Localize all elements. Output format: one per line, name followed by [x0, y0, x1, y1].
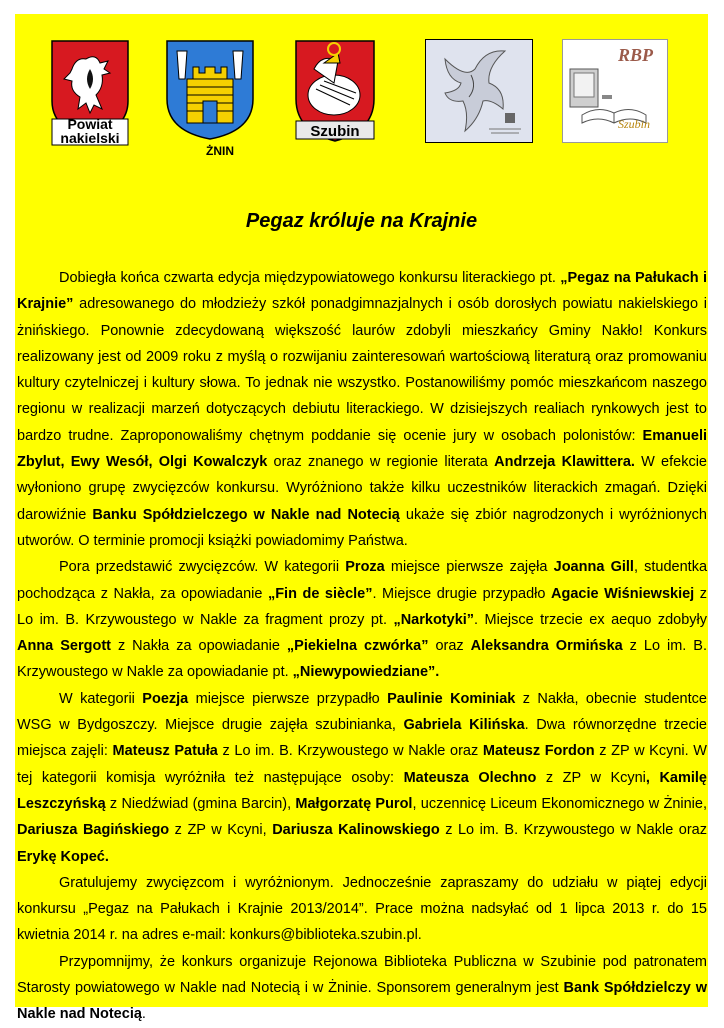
text-span: , studentka pochodząca z Nakła, za opowiadanie [17, 559, 708, 602]
text-span: W kategorii [59, 690, 143, 707]
znin-coat-of-arms [165, 39, 255, 141]
text-span: Przypomnijmy, że konkurs organizuje Rejonowa Biblioteka Publiczna w Szubinie pod patronatem Starosty powiatowego w Nakle nad Notecią i w Żninie. Sponsorem generalnym jest [17, 953, 707, 997]
text-span: . Miejsce drugie przypadło [372, 585, 551, 602]
text-span: z ZP w Kcyni [536, 769, 646, 786]
article-title: Pegaz króluje na Krajnie [245, 210, 478, 232]
text-span: W efekcie wyłoniono grupę zwycięzców konkursu. Wyróżniono także kilku uczestników literackich zmagań. Dzięki darowiźnie [17, 454, 708, 523]
article-body [17, 265, 707, 1028]
category-poezja: Poezja [142, 690, 189, 707]
sponsor-name: Bank Spółdzielczy w Nakle nad Notecią [17, 980, 707, 1023]
winner-name: Aleksandra Ormińska [470, 638, 623, 655]
document-page [15, 14, 708, 1023]
text-span: z Lo im. B. Krzywoustego w Nakle za fragment prozy pt. [17, 585, 707, 628]
logo-text-line1: Powiat [67, 116, 113, 132]
winner-name: Mateusz Patuła [112, 743, 218, 760]
jury-names: Emanueli Zbylut, Ewy Wesół, Olgi Kowalczyk [17, 427, 707, 471]
winner-name: Gabriela Kilińska [403, 717, 525, 734]
text-span: Gratulujemy zwycięzcom i wyróżnionym. Jednocześnie zapraszamy do udziału w piątej edycji konkursu „Pegaz na Pałukach i Krajnie 2013/2014”. Prace można nadsyłać od 1 lipca 2013 r. do 15 kwietnia 2014 r. na adres e-mail: konkurs@biblioteka.szubin.pl. [17, 874, 707, 944]
honored-name: , Kamilę Leszczyńską [17, 769, 708, 812]
work-title: „Narkotyki” [393, 611, 475, 628]
winner-name: Anna Sergott [17, 638, 111, 655]
text-span: . Miejsce trzecie ex aequo zdobyły [474, 611, 708, 628]
paragraph-4 [17, 870, 707, 949]
honored-name: Erykę Kopeć. [17, 848, 109, 865]
pegasus-drawing-image [425, 39, 533, 143]
paragraph-2 [17, 554, 707, 685]
szubin-coat-of-arms [294, 39, 376, 143]
znin-caption: ŻNIN [206, 144, 234, 158]
winner-name: Paulinie Kominiak [387, 690, 516, 707]
honored-name: Dariusza Bagińskiego [17, 822, 170, 839]
text-span: oraz znanego w regionie literata [267, 454, 495, 471]
text-span: z Niedźwiad (gmina Barcin), [105, 795, 296, 812]
honored-name: Mateusza Olechno [403, 769, 537, 786]
text-span: Dobiegła końca czwarta edycja międzypowiatowego konkursu literackiego pt. [59, 270, 561, 286]
bank-name: Banku Spółdzielczego w Nakle nad Notecią [92, 506, 400, 523]
work-title: „Fin de siècle” [267, 585, 373, 602]
winner-name: Joanna Gill [553, 559, 634, 576]
text-span: oraz [428, 638, 471, 655]
paragraph-1 [17, 265, 707, 554]
work-title: „Niewypowiedziane”. [292, 664, 440, 681]
paragraph-3 [17, 686, 707, 870]
text-span: z Lo im. B. Krzywoustego w Nakle oraz [217, 743, 483, 760]
text-span: z Lo im. B. Krzywoustego w Nakle za opowiadanie pt. [17, 638, 708, 681]
powiat-nakielski-label [50, 117, 130, 145]
szubin-label: Szubin [310, 123, 360, 140]
rbp-text: RBP [618, 45, 654, 65]
work-title: „Piekielna czwórka” [286, 638, 429, 655]
winner-name: Agacie Wiśniewskiej [550, 585, 695, 602]
text-span: miejsce pierwsze przypadło [188, 690, 388, 707]
text-span: adresowanego do młodzieży szkół ponadgimnazjalnych i osób dorosłych powiatu nakielskiego i żnińskiego. Ponownie zdecydowaną większość laurów zdobyli mieszkańcy Gminy Nakło! Konkurs realizowany jest od 2009 roku z myślą o rozwijaniu zainteresowań wartościową literaturą oraz promowaniu kultury czytelniczej i kultury słowa. To jednak nie wszystko. Postanowiliśmy pomóc mieszkańcom naszego regionu w realizacji marzeń dotyczących debiutu literackiego. W dzisiejszych realiach rynkowych jest to bardzo trudne. Zaproponowaliśmy chętnym poddanie się ocenie jury w osobach polonistów: [17, 296, 707, 444]
honored-name: Dariusza Kalinowskiego [272, 822, 440, 839]
text-span: , uczennicę Liceum Ekonomicznego w Żninie, [412, 795, 707, 812]
paragraph-5 [17, 949, 707, 1028]
text-span: Pora przedstawić zwycięzców. W kategorii [59, 559, 346, 576]
category-proza: Proza [345, 559, 385, 576]
text-span: ukaże się zbiór nagrodzonych i wyróżnionych utworów. O terminie promocji książki powiadomimy Państwa. [17, 506, 708, 549]
text-span: . [141, 1006, 146, 1023]
winner-name: Mateusz Fordon [482, 743, 595, 760]
text-span: z Nakła za opowiadanie [110, 638, 287, 655]
text-span: miejsce pierwsze zajęła [384, 559, 554, 576]
text-span: z Lo im. B. Krzywoustego w Nakle oraz [439, 822, 707, 839]
rbp-szubin-logo [562, 39, 668, 143]
jury-literat: Andrzeja Klawittera. [494, 454, 635, 471]
rbp-szubin-text: Szubin [618, 117, 651, 131]
text-span: z Nakła, obecnie studentce WSG w Bydgoszczy. Miejsce drugie zajęła szubinianka, [17, 690, 707, 734]
text-span: z ZP w Kcyni. W tej kategorii komisja wyróżniła też następujące osoby: [17, 743, 707, 786]
logo-text-line2: nakielski [60, 130, 120, 146]
honored-name: Małgorzatę Purol [295, 795, 413, 812]
text-span: . Dwa równorzędne trzecie miejsca zajęli: [17, 717, 707, 760]
text-span: z ZP w Kcyni, [169, 822, 273, 839]
powiat-nakielski-logo [50, 39, 130, 149]
contest-name: „Pegaz na Pałukach i Krajnie” [17, 270, 707, 313]
